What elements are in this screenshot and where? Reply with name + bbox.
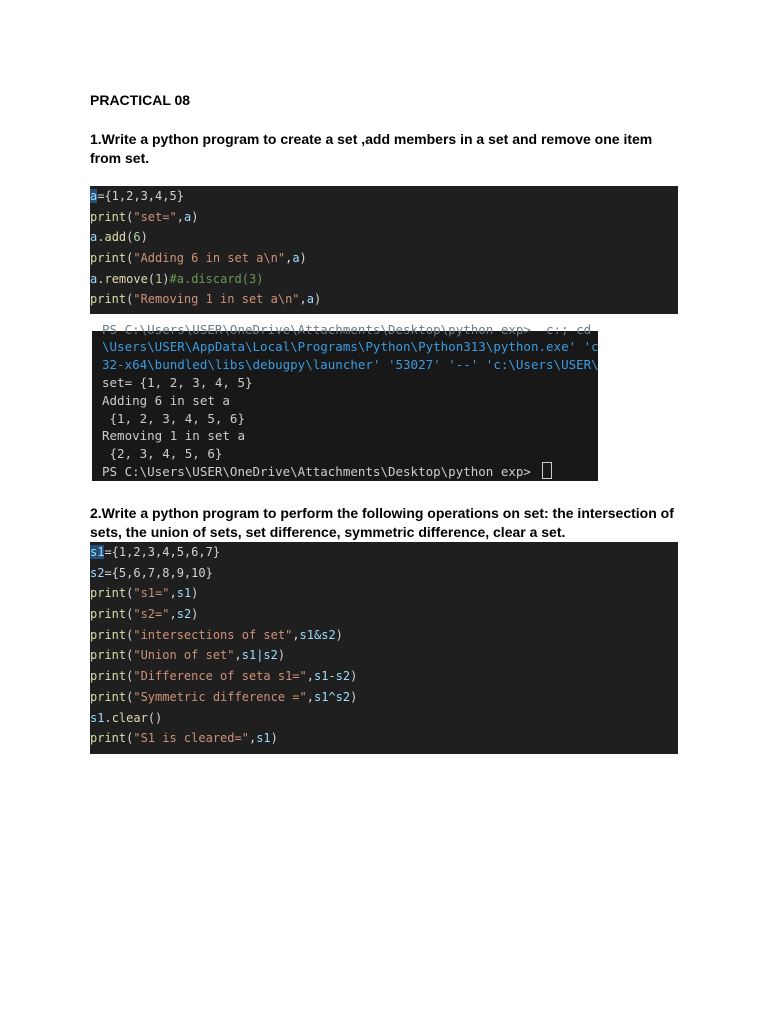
terminal-prompt-line <box>102 462 552 480</box>
code-token: . <box>104 710 112 725</box>
code-token: print <box>90 689 127 704</box>
code-token: 6 <box>133 230 141 245</box>
terminal-output <box>92 322 599 481</box>
code-token: s1|s2 <box>241 648 278 663</box>
code-token: ( <box>126 209 134 224</box>
page-title: PRACTICAL 08 <box>90 92 191 108</box>
code-token: ( <box>126 648 134 663</box>
code-token: ( <box>126 669 134 684</box>
code-token: remove <box>104 271 148 286</box>
code-token: print <box>90 648 127 663</box>
code-token: "Symmetric difference =" <box>133 689 307 704</box>
code-token: s1-s2 <box>313 669 351 684</box>
code-token: print <box>90 731 127 746</box>
code-token: ={5,6,7,8,9,10} <box>104 565 213 580</box>
terminal-line: 32-x64\bundled\libs\debugpy\launcher' '53027' '--' 'c:\Users\USER\ <box>102 357 599 372</box>
code-token: a <box>292 251 300 266</box>
code-token: ) <box>335 627 343 642</box>
code-token: print <box>90 586 127 601</box>
code-token: "s1=" <box>133 586 170 601</box>
code-token: ) <box>140 230 148 245</box>
code-token: clear <box>111 710 148 725</box>
code-token: , <box>169 586 177 601</box>
code-token: , <box>299 292 307 307</box>
terminal-line: Removing 1 in set a <box>102 428 245 443</box>
code-token: add <box>104 230 127 245</box>
code-token: "Adding 6 in set a\n" <box>133 251 286 266</box>
terminal-line: Adding 6 in set a <box>102 393 230 408</box>
code-token: ={1,2,3,4,5} <box>97 189 184 203</box>
code-token: ) <box>191 586 199 601</box>
code-token: ) <box>350 669 358 684</box>
code-token: "S1 is cleared=" <box>133 731 249 746</box>
code-token: ( <box>126 292 134 307</box>
code-token: ( <box>126 731 134 746</box>
code-token: "Difference of seta s1=" <box>133 669 307 684</box>
terminal-line: {1, 2, 3, 4, 5, 6} <box>102 411 245 426</box>
code-token: ( <box>126 251 134 266</box>
code-token: a <box>90 271 98 286</box>
code-token: s1&s2 <box>299 627 336 642</box>
code-token: "set=" <box>133 209 177 224</box>
code-token: ) <box>191 607 199 622</box>
code-token: ) <box>162 271 170 286</box>
code-token: . <box>97 271 105 286</box>
code-line <box>90 289 678 310</box>
terminal-line: PS C:\Users\USER\OneDrive\Attachments\Desktop\python exp> c:; cd <box>102 322 592 337</box>
code-token: "intersections of set" <box>133 627 293 642</box>
code-line <box>90 207 678 228</box>
code-line <box>90 269 678 290</box>
terminal-prompt: PS C:\Users\USER\OneDrive\Attachments\Desktop\python exp> <box>102 464 539 479</box>
code-token: "Union of set" <box>133 648 235 663</box>
code-token: a <box>90 230 98 245</box>
question-2: 2.Write a python program to perform the following operations on set: the intersection of sets, the union of sets, set difference, symmetric difference, clear a set. <box>90 505 674 540</box>
code-line <box>90 248 678 269</box>
code-token: ) <box>191 209 199 224</box>
code-line <box>90 583 678 604</box>
code-token: 1 <box>155 271 163 286</box>
code-token: a <box>183 209 192 224</box>
code-token: "Removing 1 in set a\n" <box>133 292 300 307</box>
code-line <box>90 604 678 625</box>
code-token: s1 <box>176 586 192 601</box>
code-line <box>90 227 678 248</box>
code-token: print <box>90 669 127 684</box>
code-token: ) <box>314 292 322 307</box>
code-token: ( <box>126 230 134 245</box>
code-line <box>90 708 678 729</box>
code-line <box>90 542 678 563</box>
code-line <box>90 625 678 646</box>
code-token: s2 <box>90 565 105 580</box>
code-token: print <box>90 607 127 622</box>
code-token: print <box>90 627 127 642</box>
code-token: , <box>285 251 293 266</box>
code-token: ) <box>299 251 307 266</box>
code-token: , <box>248 731 257 746</box>
code-token: print <box>90 209 127 224</box>
code-token: s1^s2 <box>313 689 351 704</box>
terminal-cursor[interactable] <box>542 462 552 479</box>
code-token: , <box>234 648 242 663</box>
code-token: ( <box>126 586 134 601</box>
code-token: "s2=" <box>133 607 170 622</box>
code-token: a <box>90 189 98 203</box>
code-token: print <box>90 251 127 266</box>
code-token: s1 <box>90 545 105 559</box>
code-line <box>90 563 678 584</box>
code-token: ) <box>277 648 286 663</box>
code-token: () <box>147 710 163 725</box>
question-1: 1.Write a python program to create a set ,add members in a set and remove one item from set. <box>90 131 653 166</box>
code-token: , <box>306 689 314 704</box>
code-token: ={1,2,3,4,5,6,7} <box>104 545 221 559</box>
code-token: ( <box>126 607 134 622</box>
code-line <box>90 687 678 708</box>
code-token: ) <box>350 689 358 704</box>
code-line <box>90 666 678 687</box>
code-line <box>90 645 678 666</box>
code-token: s2 <box>176 607 192 622</box>
code-line <box>90 728 678 749</box>
terminal-line: set= {1, 2, 3, 4, 5} <box>102 375 253 390</box>
code-token: , <box>169 607 177 622</box>
code-block-2 <box>90 542 678 754</box>
code-token: ( <box>147 271 156 286</box>
terminal-line: \Users\USER\AppData\Local\Programs\Python\Python313\python.exe' 'c <box>102 339 599 354</box>
code-token: s1 <box>256 731 271 746</box>
terminal-line: {2, 3, 4, 5, 6} <box>102 446 223 461</box>
code-token: , <box>306 669 314 684</box>
code-token: . <box>97 230 105 245</box>
code-token: ( <box>126 689 134 704</box>
code-token: s1 <box>90 710 105 725</box>
code-token: , <box>292 627 300 642</box>
code-block-1 <box>90 186 678 314</box>
code-token: print <box>90 292 127 307</box>
code-token: ) <box>270 731 278 746</box>
code-line <box>90 186 678 207</box>
code-token: ( <box>126 627 134 642</box>
code-token: a <box>306 292 314 307</box>
code-token: , <box>176 209 184 224</box>
code-comment: #a.discard(3) <box>169 271 264 286</box>
